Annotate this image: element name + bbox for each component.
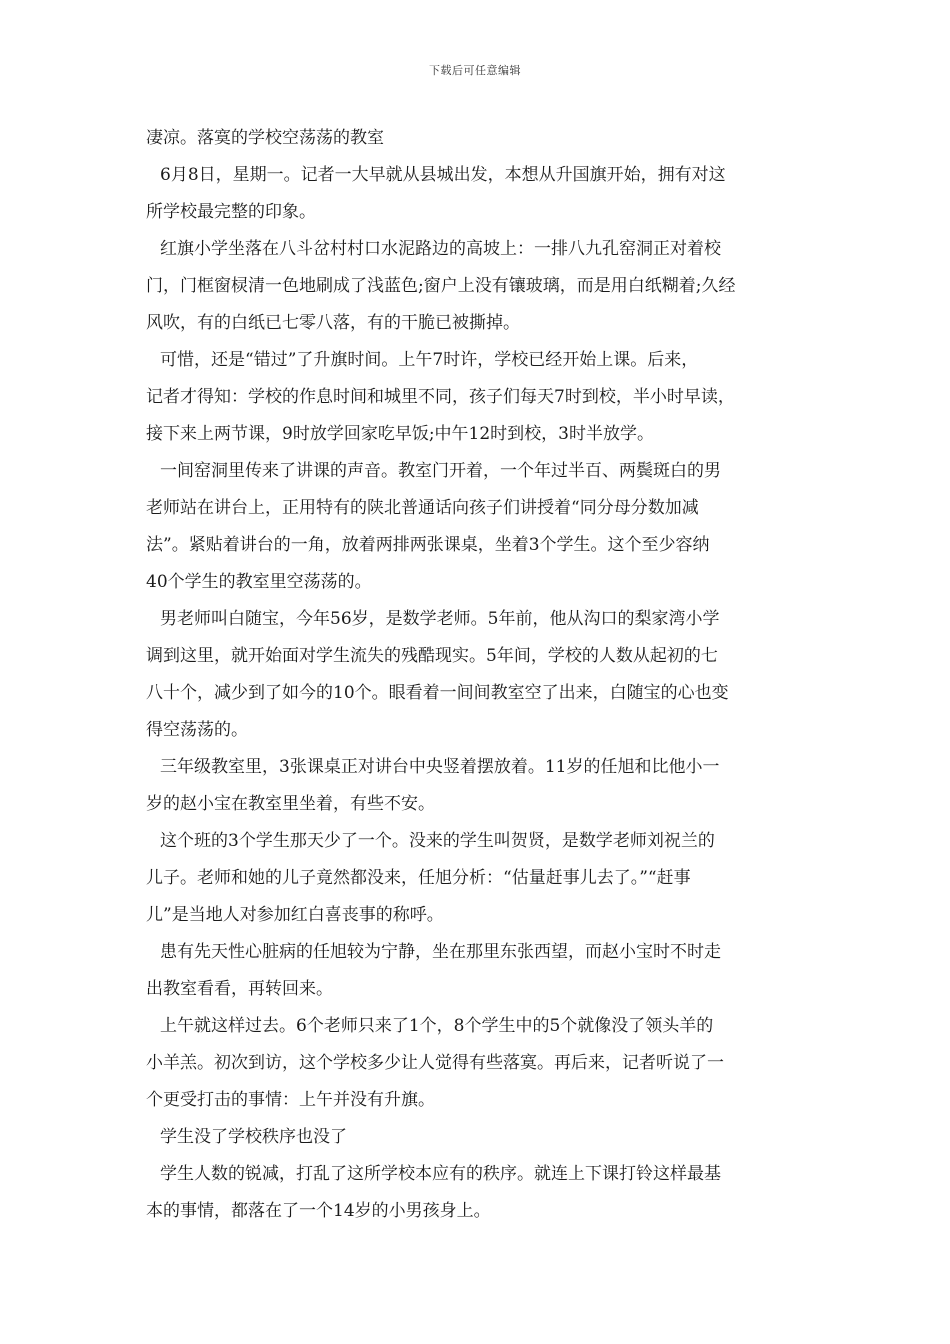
- text-line: 40个学生的教室里空荡荡的。: [146, 572, 372, 592]
- text-line: 法”。紧贴着讲台的一角，放着两排两张课桌，坐着3个学生。这个至少容纳: [146, 535, 710, 555]
- text-line: 学生人数的锐减，打乱了这所学校本应有的秩序。就连上下课打铃这样最基: [160, 1164, 721, 1184]
- text-line: 儿”是当地人对参加红白喜丧事的称呼。: [146, 905, 444, 925]
- text-line: 所学校最完整的印象。: [146, 202, 316, 222]
- text-line: 个更受打击的事情：上午并没有升旗。: [146, 1090, 435, 1110]
- text-line: 记者才得知：学校的作息时间和城里不同，孩子们每天7时到校，半小时早读，: [146, 387, 735, 407]
- text-line: 老师站在讲台上，正用特有的陕北普通话向孩子们讲授着“同分母分数加减: [146, 498, 699, 518]
- text-line: 三年级教室里，3张课桌正对讲台中央竖着摆放着。11岁的任旭和比他小一: [160, 757, 720, 777]
- text-line: 八十个，减少到了如今的10个。眼看着一间间教室空了出来，白随宝的心也变: [146, 683, 729, 703]
- text-line: 调到这里，就开始面对学生流失的残酷现实。5年间，学校的人数从起初的七: [146, 646, 718, 666]
- text-line: 6月8日，星期一。记者一大早就从县城出发，本想从升国旗开始，拥有对这: [160, 165, 726, 185]
- text-line: 接下来上两节课，9时放学回家吃早饭;中午12时到校，3时半放学。: [146, 424, 654, 444]
- text-line: 本的事情，都落在了一个14岁的小男孩身上。: [146, 1201, 491, 1221]
- page-header: 下载后可任意编辑: [429, 64, 521, 77]
- text-line: 岁的赵小宝在教室里坐着，有些不安。: [146, 794, 435, 814]
- text-line: 儿子。老师和她的儿子竟然都没来，任旭分析：“估量赶事儿去了。”“赶事: [146, 868, 691, 888]
- text-line: 学生没了学校秩序也没了: [160, 1127, 347, 1147]
- text-line: 一间窑洞里传来了讲课的声音。教室门开着，一个年过半百、两鬓斑白的男: [160, 461, 721, 481]
- text-line: 可惜，还是“错过”了升旗时间。上午7时许，学校已经开始上课。后来，: [160, 350, 699, 370]
- text-line: 得空荡荡的。: [146, 720, 248, 740]
- text-line: 上午就这样过去。6个老师只来了1个，8个学生中的5个就像没了领头羊的: [160, 1016, 714, 1036]
- text-line: 小羊羔。初次到访，这个学校多少让人觉得有些落寞。再后来，记者听说了一: [146, 1053, 724, 1073]
- text-line: 患有先天性心脏病的任旭较为宁静，坐在那里东张西望，而赵小宝时不时走: [160, 942, 721, 962]
- text-line: 风吹，有的白纸已七零八落，有的干脆已被撕掉。: [146, 313, 520, 333]
- text-line: 门，门框窗棂清一色地刷成了浅蓝色;窗户上没有镶玻璃，而是用白纸糊着;久经: [146, 276, 736, 296]
- text-line: 红旗小学坐落在八斗岔村村口水泥路边的高坡上：一排八九孔窑洞正对着校: [160, 239, 721, 259]
- text-line: 这个班的3个学生那天少了一个。没来的学生叫贺贤，是数学老师刘祝兰的: [160, 831, 715, 851]
- text-line: 男老师叫白随宝，今年56岁，是数学老师。5年前，他从沟口的梨家湾小学: [160, 609, 720, 629]
- text-line: 出教室看看，再转回来。: [146, 979, 333, 999]
- article-body: [146, 120, 806, 1230]
- text-line: 凄凉。落寞的学校空荡荡的教室: [146, 128, 384, 148]
